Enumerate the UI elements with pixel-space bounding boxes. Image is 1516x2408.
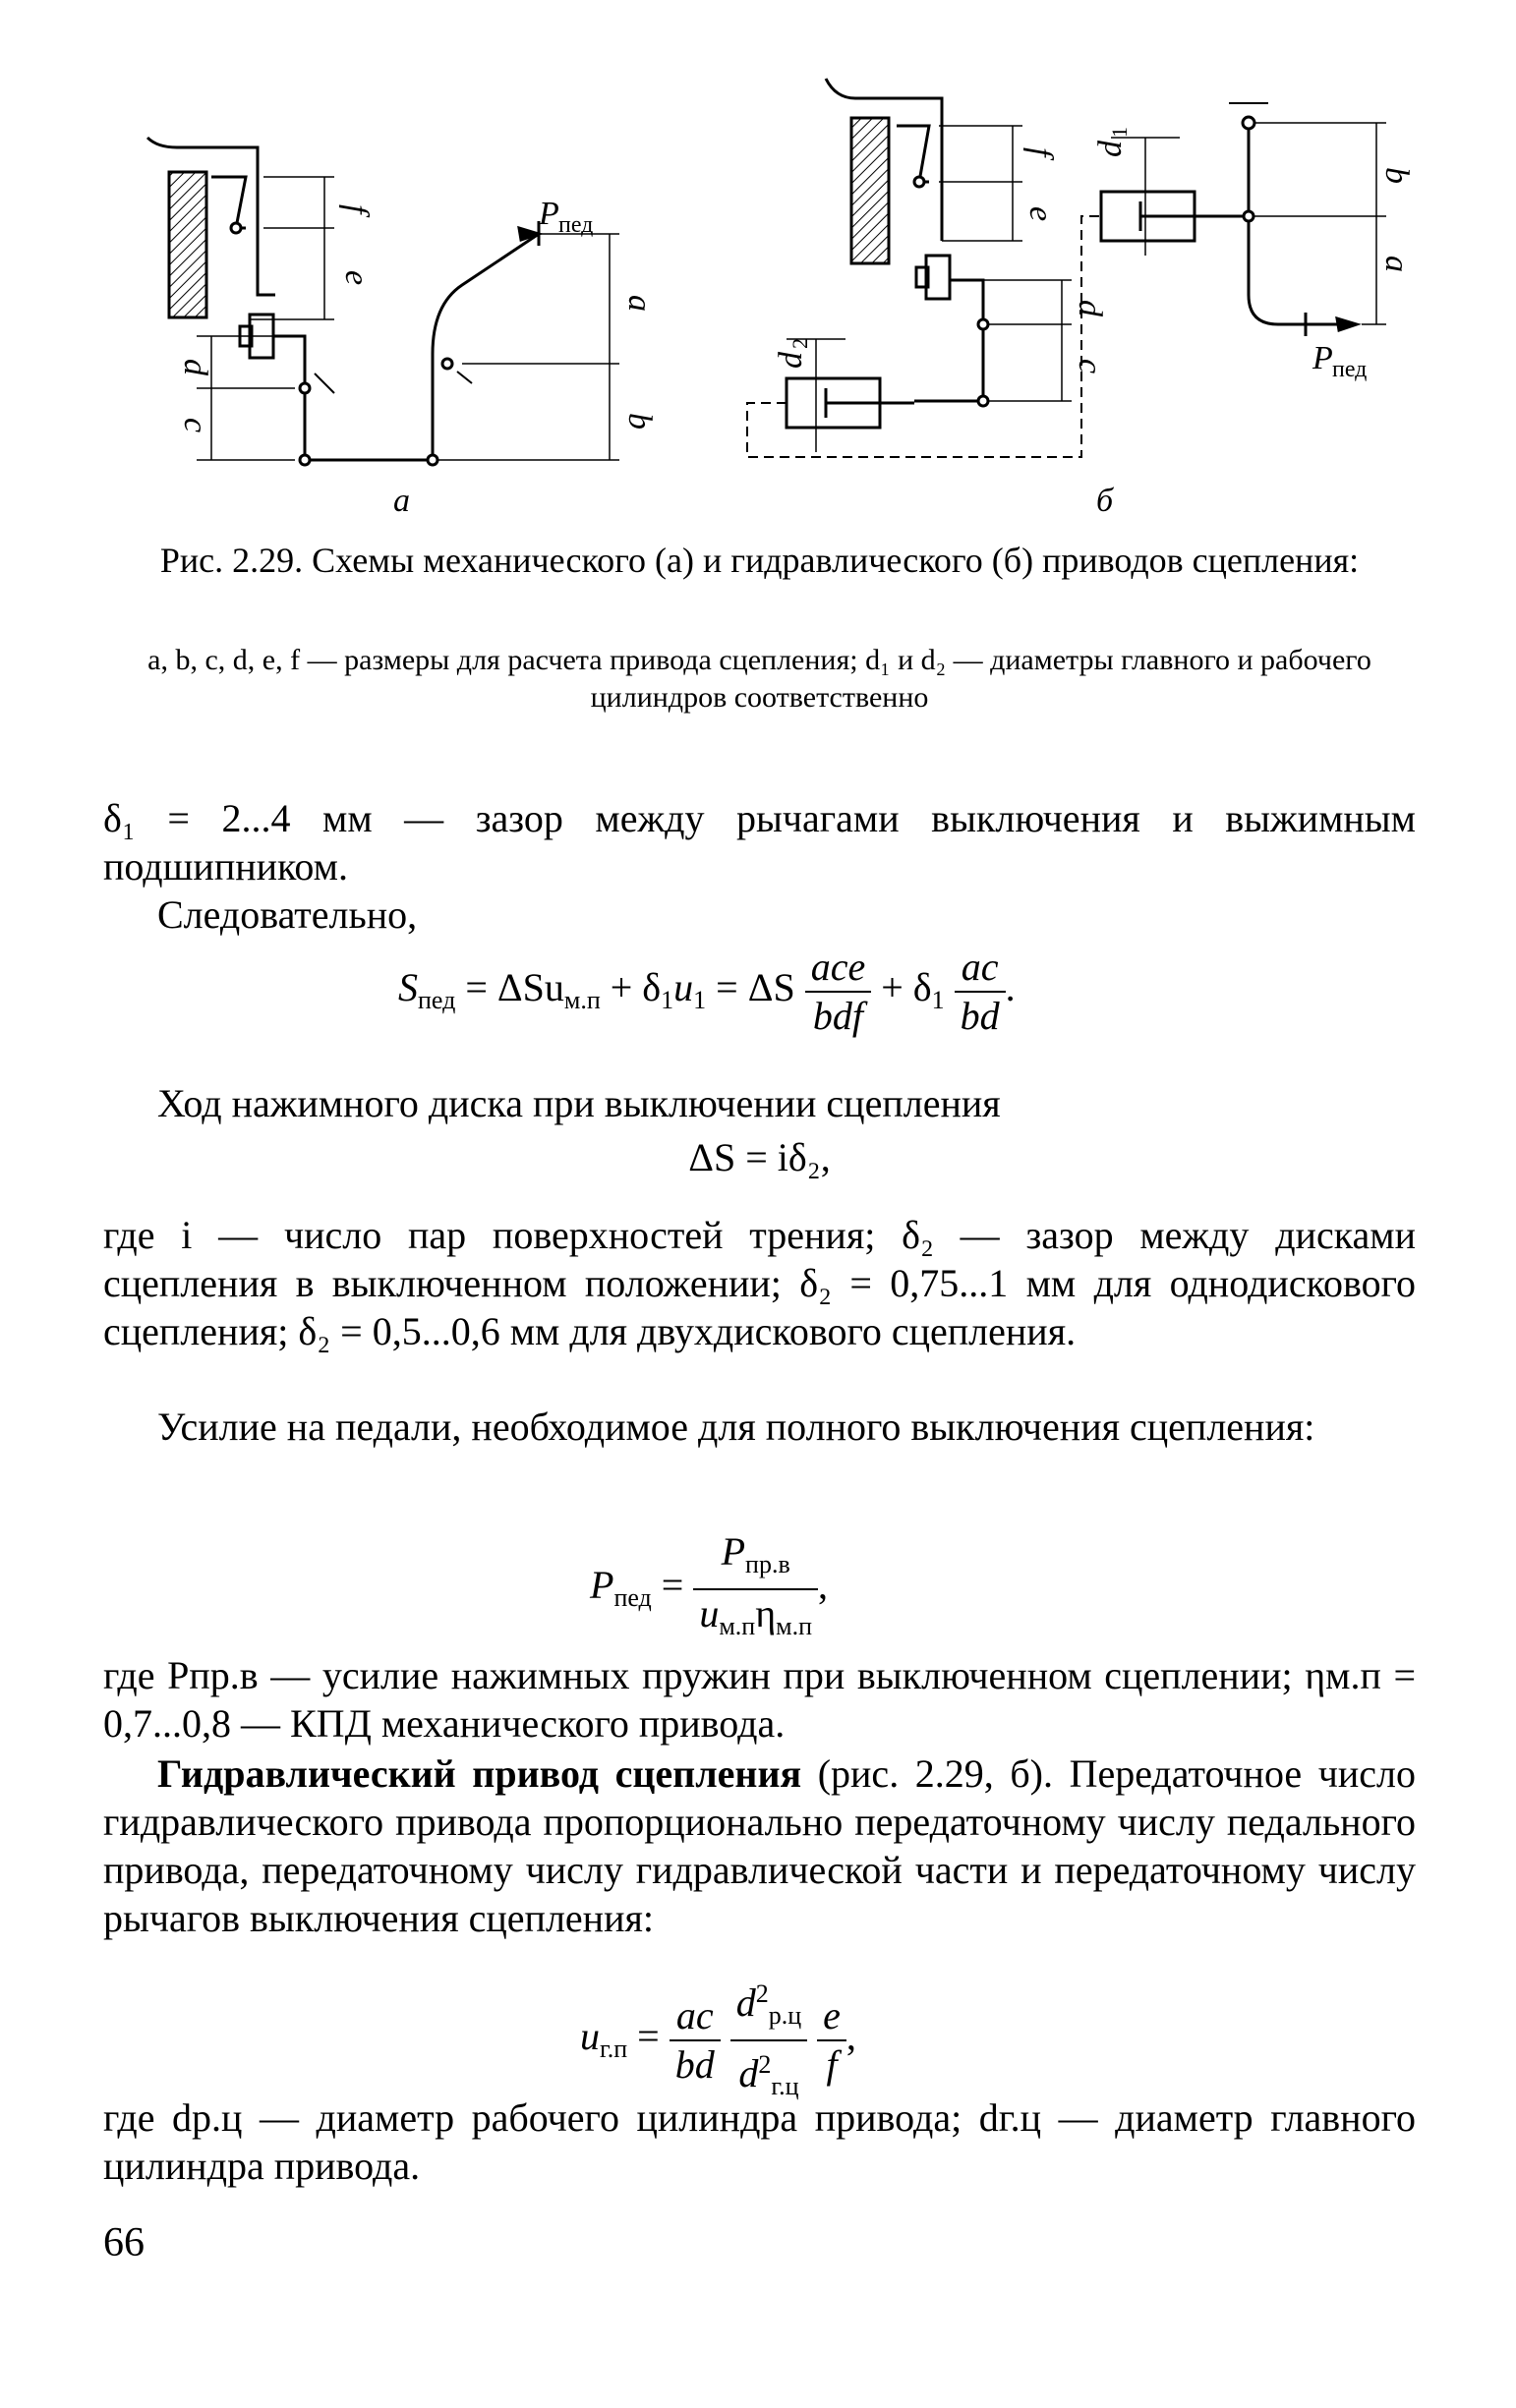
formula-s-ped: $S_{пед} = \Delta Su_{м.п} + \delta_1u_1 = \Delta S$ $\frac{\text{ace}}{\text{bdf}}$ + $\delta_1$ $\frac{ac}{bd}$ . (398, 945, 1016, 1038)
panel-a-label: а (393, 483, 410, 519)
paragraph-pedal-force: Усилие на педали, необходимое для полного выключения сцепления: (157, 1405, 1315, 1449)
paragraph-delta1: δ₁ = 2...4 мм — зазор между рычагами выключения и выжимным подшипником. (103, 796, 1416, 889)
formula-p-ped: $P_{пед}$ = $\frac{P_{пр.в}}{u_{м.п}\eta_{м.п}}$ , (590, 1529, 829, 1640)
dim-b-a: a (1378, 256, 1415, 272)
dim-b: b (621, 413, 658, 430)
panel-b-hydraulic (747, 79, 1386, 457)
panel-a-mechanical (147, 138, 619, 465)
diam-d1: d (1092, 141, 1129, 157)
page-number: 66 (103, 2220, 145, 2265)
flywheel-hatched-icon (169, 172, 206, 317)
dim-b-d: d (1072, 300, 1108, 316)
dim-b-f: f (1022, 147, 1059, 157)
dim-f: f (338, 204, 375, 214)
paragraph-where-d: где dр.ц — диаметр рабочего цилиндра привода; dг.ц — диаметр главного цилиндра привода. (103, 2095, 1416, 2188)
paragraph-where-i: где i — число пар поверхностей трения; δ₂ — зазор между дисками сцепления в выключенном положении; δ₂ = 0,75...1 мм для однодискового сцепления; δ₂ = 0,5...0,6 мм для двухдискового сцепления. (103, 1213, 1416, 1353)
paragraph-where-p: где Pпр.в — усилие нажимных пружин при выключенном сцеплении; ηм.п = 0,7...0,8 — КПД механического привода. (103, 1653, 1416, 1746)
figure-clutch-drive-schemes (0, 0, 1516, 550)
panel-b-label: б (1096, 483, 1114, 519)
formula-u-gp: $u_{г.п}$ = $\frac{ac}{bd}$ $\frac{d^2_{р.ц}}{d^2_{г.ц}}$ $\frac{e}{f}$ , (580, 1971, 856, 2110)
dim-e: e (338, 270, 375, 286)
flywheel-b-hatched-icon (851, 118, 889, 263)
diam-d2-sub: 2 (787, 338, 812, 349)
dim-a: a (621, 295, 658, 312)
figure-caption-title: Рис. 2.29. Схемы механического (а) и гидравлического (б) приводов сцепления: (159, 541, 1360, 580)
paragraph-hydraulic: Гидравлический привод сцепления (рис. 2.29, б). Передаточное число гидравлического привода пропорционально передаточному числу педального привода, передаточному числу гидравлической части и передаточному числу рычагов выключения сцепления: (103, 1751, 1416, 1940)
force-b-p: P (1312, 340, 1333, 376)
paragraph-disk-travel: Ход нажимного диска при выключении сцепления (157, 1081, 1001, 1125)
dim-b-e: e (1022, 206, 1059, 222)
dim-b-b: b (1378, 167, 1415, 184)
force-p: P (539, 196, 559, 232)
force-b-p-sub: пед (1332, 357, 1368, 382)
force-p-sub: пед (558, 212, 594, 238)
formula-delta-s: ΔS = iδ₂, (688, 1135, 831, 1179)
figure-svg (0, 0, 1516, 550)
paragraph-therefore: Следовательно, (157, 892, 418, 937)
dim-d: d (177, 359, 213, 375)
dim-c: c (177, 418, 213, 433)
figure-caption-note: a, b, c, d, e, f — размеры для расчета привода сцепления; d₁ и d₂ — диаметры главного и рабочего цилиндров соответственно (147, 644, 1371, 714)
dim-b-c: c (1072, 359, 1108, 374)
diam-d2: d (773, 352, 809, 369)
diam-d1-sub: 1 (1107, 127, 1132, 138)
